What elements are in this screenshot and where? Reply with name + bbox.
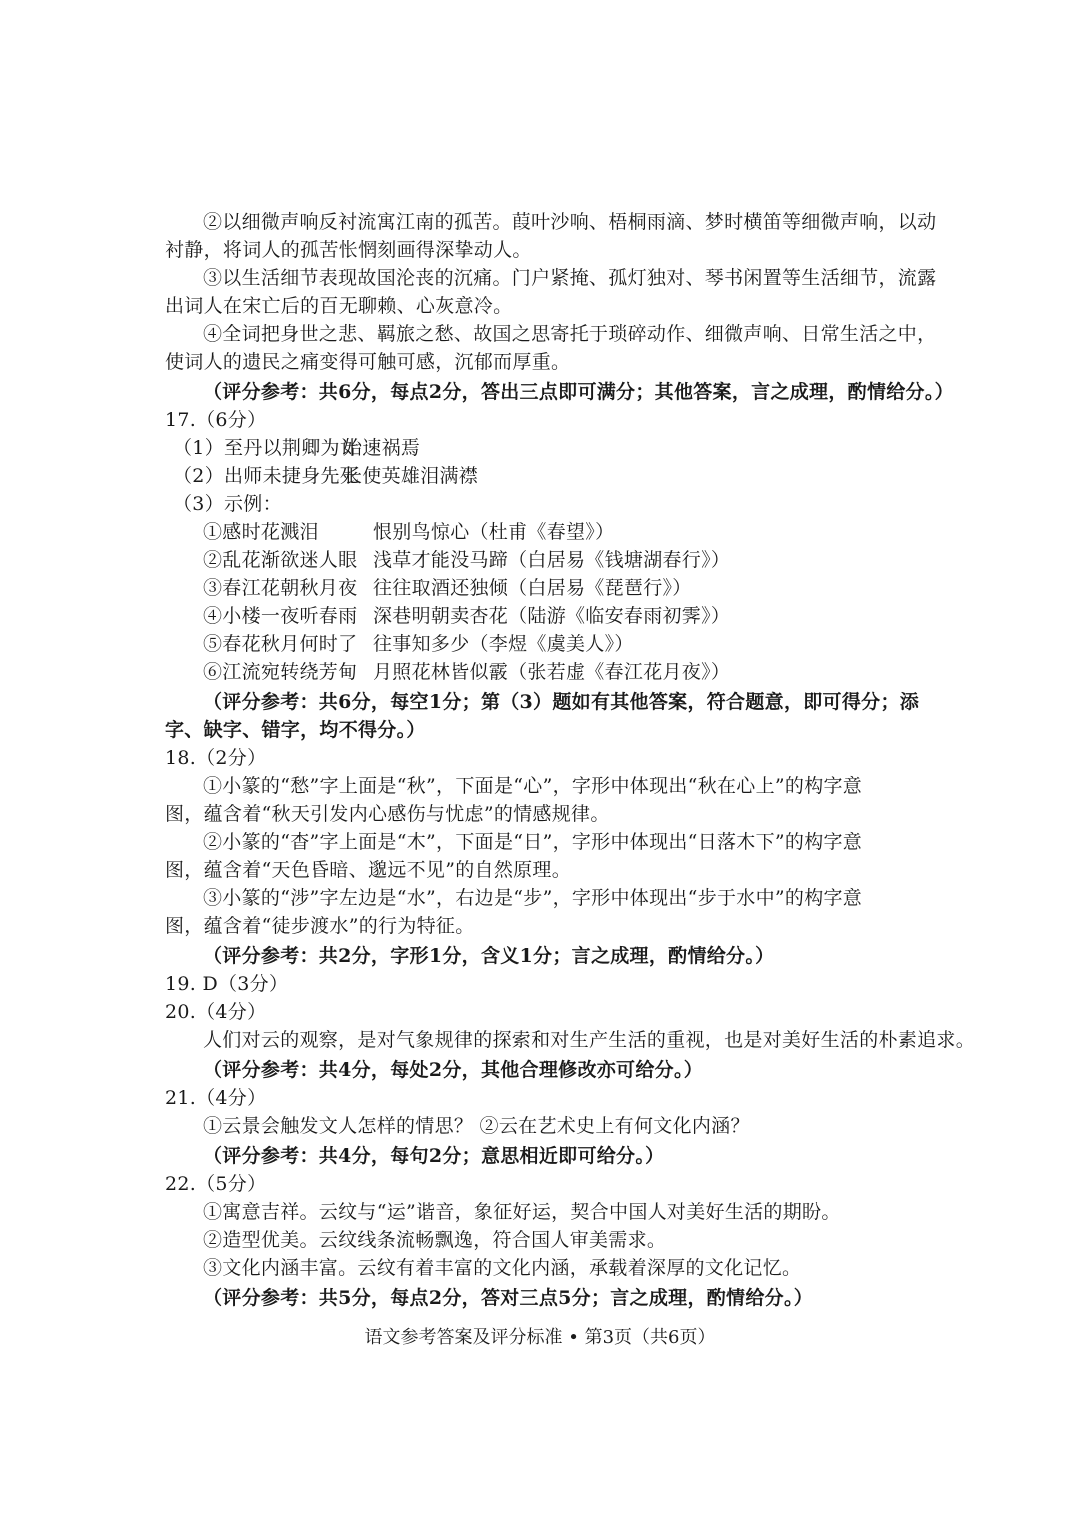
q17-example-first: ③春江花朝秋月夜 <box>203 577 358 599</box>
q18-point3-line2: 图，蕴含着“徒步渡水”的行为特征。 <box>165 915 475 937</box>
q17-sub1 <box>173 434 933 462</box>
q16-point4-line1: ④全词把身世之悲、羁旅之愁、故国之思寄托于琐碎动作、细微声响、日常生活之中， <box>203 323 937 345</box>
q17-example-row <box>203 602 963 630</box>
q17-example-row <box>203 518 963 546</box>
q18-scoring-note: （评分参考：共2分，字形1分，含义1分；言之成理，酌情给分。） <box>203 945 775 967</box>
q18-point1-line1: ①小篆的“愁”字上面是“秋”，下面是“心”，字形中体现出“秋在心上”的构字意 <box>203 775 863 797</box>
q17-sub2-answer: 长使英雄泪满襟 <box>343 465 479 487</box>
q16-point3-line2: 出词人在宋亡后的百无聊赖、心灰意冷。 <box>165 295 513 317</box>
q21-answer: ①云景会触发文人怎样的情思？ ②云在艺术史上有何文化内涵？ <box>203 1115 750 1137</box>
q16-scoring-note: （评分参考：共6分，每点2分，答出三点即可满分；其他答案，言之成理，酌情给分。） <box>203 381 954 403</box>
q22-scoring-note: （评分参考：共5分，每点2分，答对三点5分；言之成理，酌情给分。） <box>203 1287 814 1309</box>
q17-example-row <box>203 630 963 658</box>
q17-example-second: 深巷明朝卖杏花（陆游《临安春雨初霁》） <box>373 605 731 627</box>
q16-point2-line2: 衬静，将词人的孤苦怅惘刻画得深挚动人。 <box>165 239 532 261</box>
q18-point1-line2: 图，蕴含着“秋天引发内心感伤与忧虑”的情感规律。 <box>165 803 610 825</box>
q17-scoring-note-line2: 字、缺字、错字，均不得分。） <box>165 719 426 741</box>
q17-scoring-note-line1: （评分参考：共6分，每空1分；第（3）题如有其他答案，符合题意，即可得分；添 <box>203 691 920 713</box>
q18-heading: 18.（2分） <box>165 747 267 769</box>
q22-point3: ③文化内涵丰富。云纹有着丰富的文化内涵，承载着深厚的文化记忆。 <box>203 1257 802 1279</box>
q22-point1: ①寓意吉祥。云纹与“运”谐音，象征好运，契合中国人对美好生活的期盼。 <box>203 1201 841 1223</box>
q20-heading: 20.（4分） <box>165 1001 267 1023</box>
q17-example-second: 往事知多少（李煜《虞美人》） <box>373 633 634 655</box>
q17-example-second: 浅草才能没马蹄（白居易《钱塘湖春行》） <box>373 549 731 571</box>
q17-example-row <box>203 658 963 686</box>
q22-heading: 22.（5分） <box>165 1173 267 1195</box>
q21-heading: 21.（4分） <box>165 1087 267 1109</box>
q19-heading: 19. D（3分） <box>165 973 289 995</box>
q17-example-first: ②乱花渐欲迷人眼 <box>203 549 358 571</box>
q16-point4-line2: 使词人的遗民之痛变得可触可感，沉郁而厚重。 <box>165 351 571 373</box>
q22-point2: ②造型优美。云纹线条流畅飘逸，符合国人审美需求。 <box>203 1229 667 1251</box>
q17-example-row <box>203 546 963 574</box>
q16-point2-line1: ②以细微声响反衬流寓江南的孤苦。葭叶沙响、梧桐雨滴、梦时横笛等细微声响，以动 <box>203 211 937 233</box>
q17-sub2 <box>173 462 933 490</box>
q20-answer: 人们对云的观察，是对气象规律的探索和对生产生活的重视，也是对美好生活的朴素追求。 <box>203 1029 976 1051</box>
q17-sub3-heading: （3）示例： <box>173 493 282 515</box>
q17-example-second: 月照花林皆似霰（张若虚《春江花月夜》） <box>373 661 731 683</box>
q18-point3-line1: ③小篆的“涉”字左边是“水”，右边是“步”，字形中体现出“步于水中”的构字意 <box>203 887 863 909</box>
q17-example-row <box>203 574 963 602</box>
q20-scoring-note: （评分参考：共4分，每处2分，其他合理修改亦可给分。） <box>203 1059 704 1081</box>
q17-sub1-answer: 始速祸焉 <box>343 437 421 459</box>
q17-example-first: ④小楼一夜听春雨 <box>203 605 358 627</box>
q17-example-first: ⑤春花秋月何时了 <box>203 633 358 655</box>
q17-example-second: 恨别鸟惊心（杜甫《春望》） <box>373 521 615 543</box>
q17-example-first: ①感时花溅泪 <box>203 521 319 543</box>
q18-point2-line2: 图，蕴含着“天色昏暗、邈远不见”的自然原理。 <box>165 859 572 881</box>
q17-example-second: 往往取酒还独倾（白居易《琵琶行》） <box>373 577 692 599</box>
q18-point2-line1: ②小篆的“杳”字上面是“木”，下面是“日”，字形中体现出“日落木下”的构字意 <box>203 831 863 853</box>
q16-point3-line1: ③以生活细节表现故国沦丧的沉痛。门户紧掩、孤灯独对、琴书闲置等生活细节，流露 <box>203 267 937 289</box>
q17-sub1-prompt: （1）至丹以荆卿为计 <box>173 437 360 459</box>
q17-heading: 17.（6分） <box>165 409 267 431</box>
page-footer: 语文参考答案及评分标准 • 第3页（共6页） <box>364 1327 716 1348</box>
q17-example-first: ⑥江流宛转绕芳甸 <box>203 661 358 683</box>
q17-sub2-prompt: （2）出师未捷身先死 <box>173 465 360 487</box>
q21-scoring-note: （评分参考：共4分，每句2分；意思相近即可给分。） <box>203 1145 665 1167</box>
